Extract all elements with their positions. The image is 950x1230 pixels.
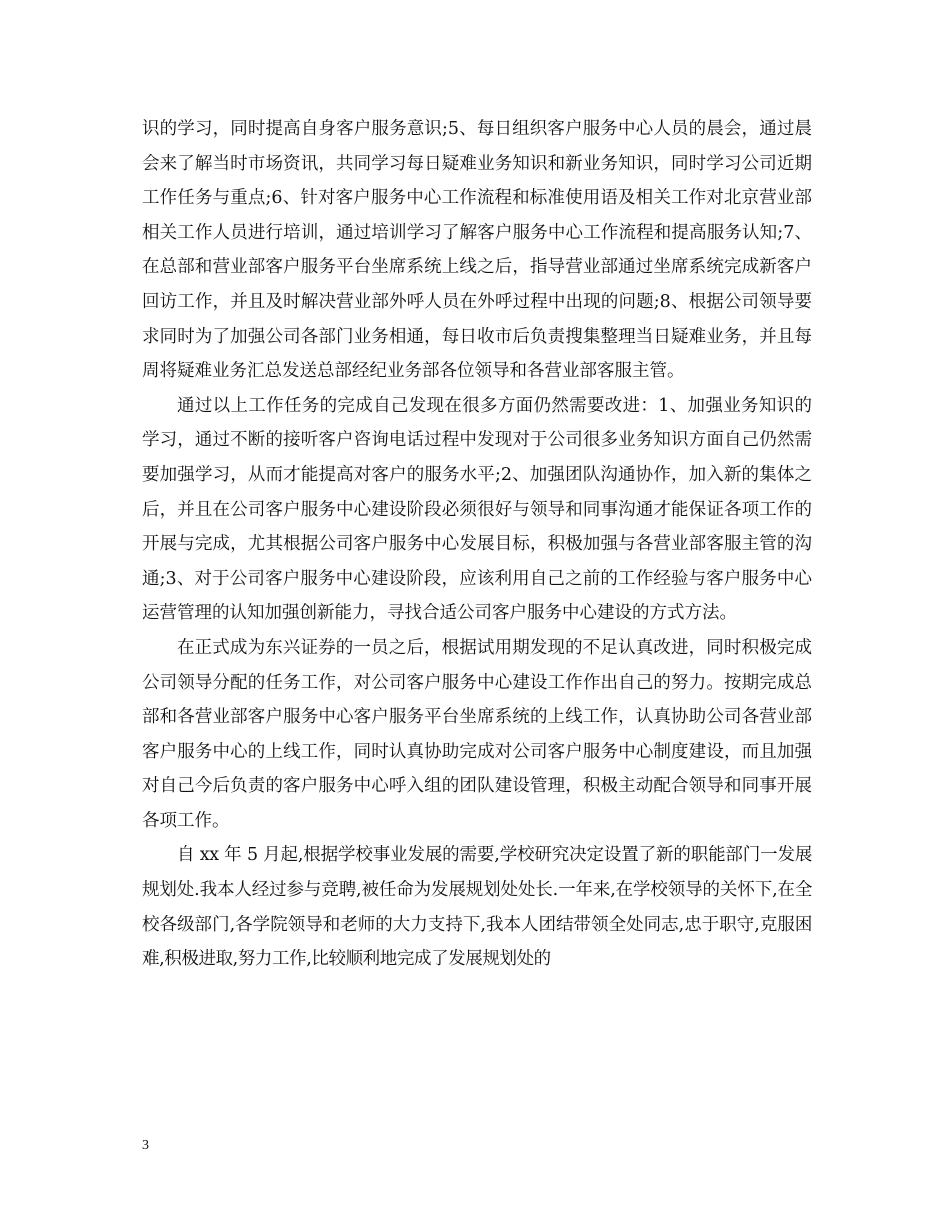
- paragraph-1: 识的学习，同时提高自身客户服务意识;5、每日组织客户服务中心人员的晨会，通过晨会来了解当时市场资讯，共同学习每日疑难业务知识和新业务知识，同时学习公司近期工作任务与重点;6、针对客户服务中心工作流程和标准使用语及相关工作对北京营业部相关工作人员进行培训，通过培训学习了解客户服务中心工作流程和提高服务认知;7、在总部和营业部客户服务平台坐席系统上线之后，指导营业部通过坐席系统完成新客户回访工作，并且及时解决营业部外呼人员在外呼过程中出现的问题;8、根据公司领导要求同时为了加强公司各部门业务相通，每日收市后负责搜集整理当日疑难业务，并且每周将疑难业务汇总发送总部经纪业务部各位领导和各营业部客服主管。: [142, 119, 812, 382]
- paragraph-2: 通过以上工作任务的完成自己发现在很多方面仍然需要改进：1、加强业务知识的学习，通过不断的接听客户咨询电话过程中发现对于公司很多业务知识方面自己仍然需要加强学习，从而才能提高对客户的服务水平;2、加强团队沟通协作，加入新的集体之后，并且在公司客户服务中心建设阶段必须很好与领导和同事沟通才能保证各项工作的开展与完成，尤其根据公司客户服务中心发展目标，积极加强与各营业部客服主管的沟通;3、对于公司客户服务中心建设阶段，应该利用自己之前的工作经验与客户服务中心运营管理的认知加强创新能力，寻找合适公司客户服务中心建设的方式方法。: [142, 395, 812, 624]
- page-number: 3: [142, 1138, 149, 1153]
- paragraph-4: 自 xx 年 5 月起,根据学校事业发展的需要,学校研究决定设置了新的职能部门一发展规划处.我本人经过参与竞聘,被任命为发展规划处处长.一年来,在学校领导的关怀下,在全校各级部门,各学院领导和老师的大力支持下,我本人团结带领全处同志,忠于职守,克服困难,积极进取,努力工作,比较顺利地完成了发展规划处的: [142, 845, 812, 970]
- paragraph-3: 在正式成为东兴证券的一员之后，根据试用期发现的不足认真改进，同时积极完成公司领导分配的任务工作，对公司客户服务中心建设工作作出自己的努力。按期完成总部和各营业部客户服务中心客户服务平台坐席系统的上线工作，认真协助公司各营业部客户服务中心的上线工作，同时认真协助完成对公司客户服务中心制度建设，而且加强对自己今后负责的客户服务中心呼入组的团队建设管理，积极主动配合领导和同事开展各项工作。: [142, 637, 812, 831]
- document-body: [142, 112, 812, 977]
